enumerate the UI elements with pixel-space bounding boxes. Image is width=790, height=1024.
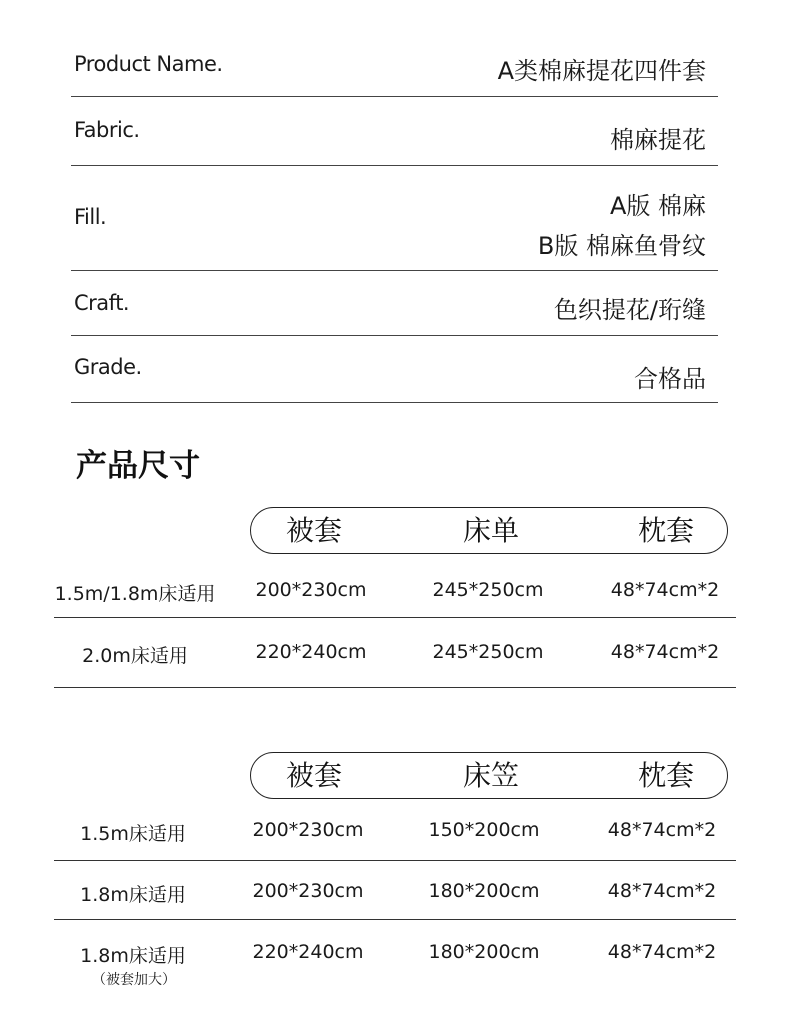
size-table-1-row bbox=[54, 618, 736, 688]
row-cell: 245*250cm bbox=[432, 579, 544, 601]
size-table-2-row bbox=[54, 805, 736, 861]
row-cell: 150*200cm bbox=[428, 819, 540, 841]
spec-value: A类棉麻提花四件套 bbox=[497, 57, 706, 85]
row-cell: 200*230cm bbox=[255, 579, 367, 601]
spec-label: Fill. bbox=[74, 205, 107, 229]
header-cell: 被套 bbox=[285, 759, 343, 792]
size-table-2-row bbox=[54, 861, 736, 920]
spec-value: A版 棉麻 bbox=[609, 192, 706, 220]
header-cell: 枕套 bbox=[637, 759, 695, 792]
header-cell: 床单 bbox=[462, 514, 520, 547]
row-cell: 48*74cm*2 bbox=[607, 819, 717, 841]
spec-value: 合格品 bbox=[634, 365, 706, 393]
row-cell: 48*74cm*2 bbox=[607, 941, 717, 963]
size-table-1-header bbox=[250, 507, 728, 554]
size-table-1-row bbox=[54, 565, 736, 618]
row-cell: 220*240cm bbox=[255, 641, 367, 663]
spec-row-fabric bbox=[71, 97, 718, 166]
spec-label: Craft. bbox=[74, 291, 130, 315]
header-cell: 床笠 bbox=[462, 759, 520, 792]
row-label: 2.0m床适用 bbox=[82, 645, 188, 667]
spec-label: Product Name. bbox=[74, 52, 223, 76]
size-table-2-header bbox=[250, 752, 728, 799]
row-cell: 245*250cm bbox=[432, 641, 544, 663]
spec-label: Grade. bbox=[74, 355, 142, 379]
row-label: 1.5m/1.8m床适用 bbox=[54, 583, 216, 605]
row-label: 1.5m床适用 bbox=[80, 823, 186, 845]
row-cell: 180*200cm bbox=[428, 941, 540, 963]
row-label: 1.8m床适用 bbox=[80, 945, 186, 967]
row-cell: 48*74cm*2 bbox=[610, 641, 720, 663]
row-cell: 220*240cm bbox=[252, 941, 364, 963]
row-cell: 200*230cm bbox=[252, 819, 364, 841]
spec-row-grade bbox=[71, 336, 718, 403]
spec-row-craft bbox=[71, 271, 718, 336]
spec-row-product-name bbox=[71, 40, 718, 97]
header-cell: 被套 bbox=[285, 514, 343, 547]
spec-value: 棉麻提花 bbox=[610, 126, 706, 154]
row-label: 1.8m床适用 bbox=[80, 884, 186, 906]
spec-label: Fabric. bbox=[74, 118, 140, 142]
row-cell: 48*74cm*2 bbox=[607, 880, 717, 902]
spec-value: 色织提花/珩缝 bbox=[553, 296, 706, 324]
row-cell: 200*230cm bbox=[252, 880, 364, 902]
row-note: （被套加大） bbox=[92, 972, 176, 988]
size-table-2-row bbox=[54, 920, 736, 1000]
spec-row-fill bbox=[71, 166, 718, 271]
section-title: 产品尺寸 bbox=[76, 448, 200, 484]
row-cell: 180*200cm bbox=[428, 880, 540, 902]
spec-value: B版 棉麻鱼骨纹 bbox=[537, 232, 706, 260]
header-cell: 枕套 bbox=[637, 514, 695, 547]
row-cell: 48*74cm*2 bbox=[610, 579, 720, 601]
